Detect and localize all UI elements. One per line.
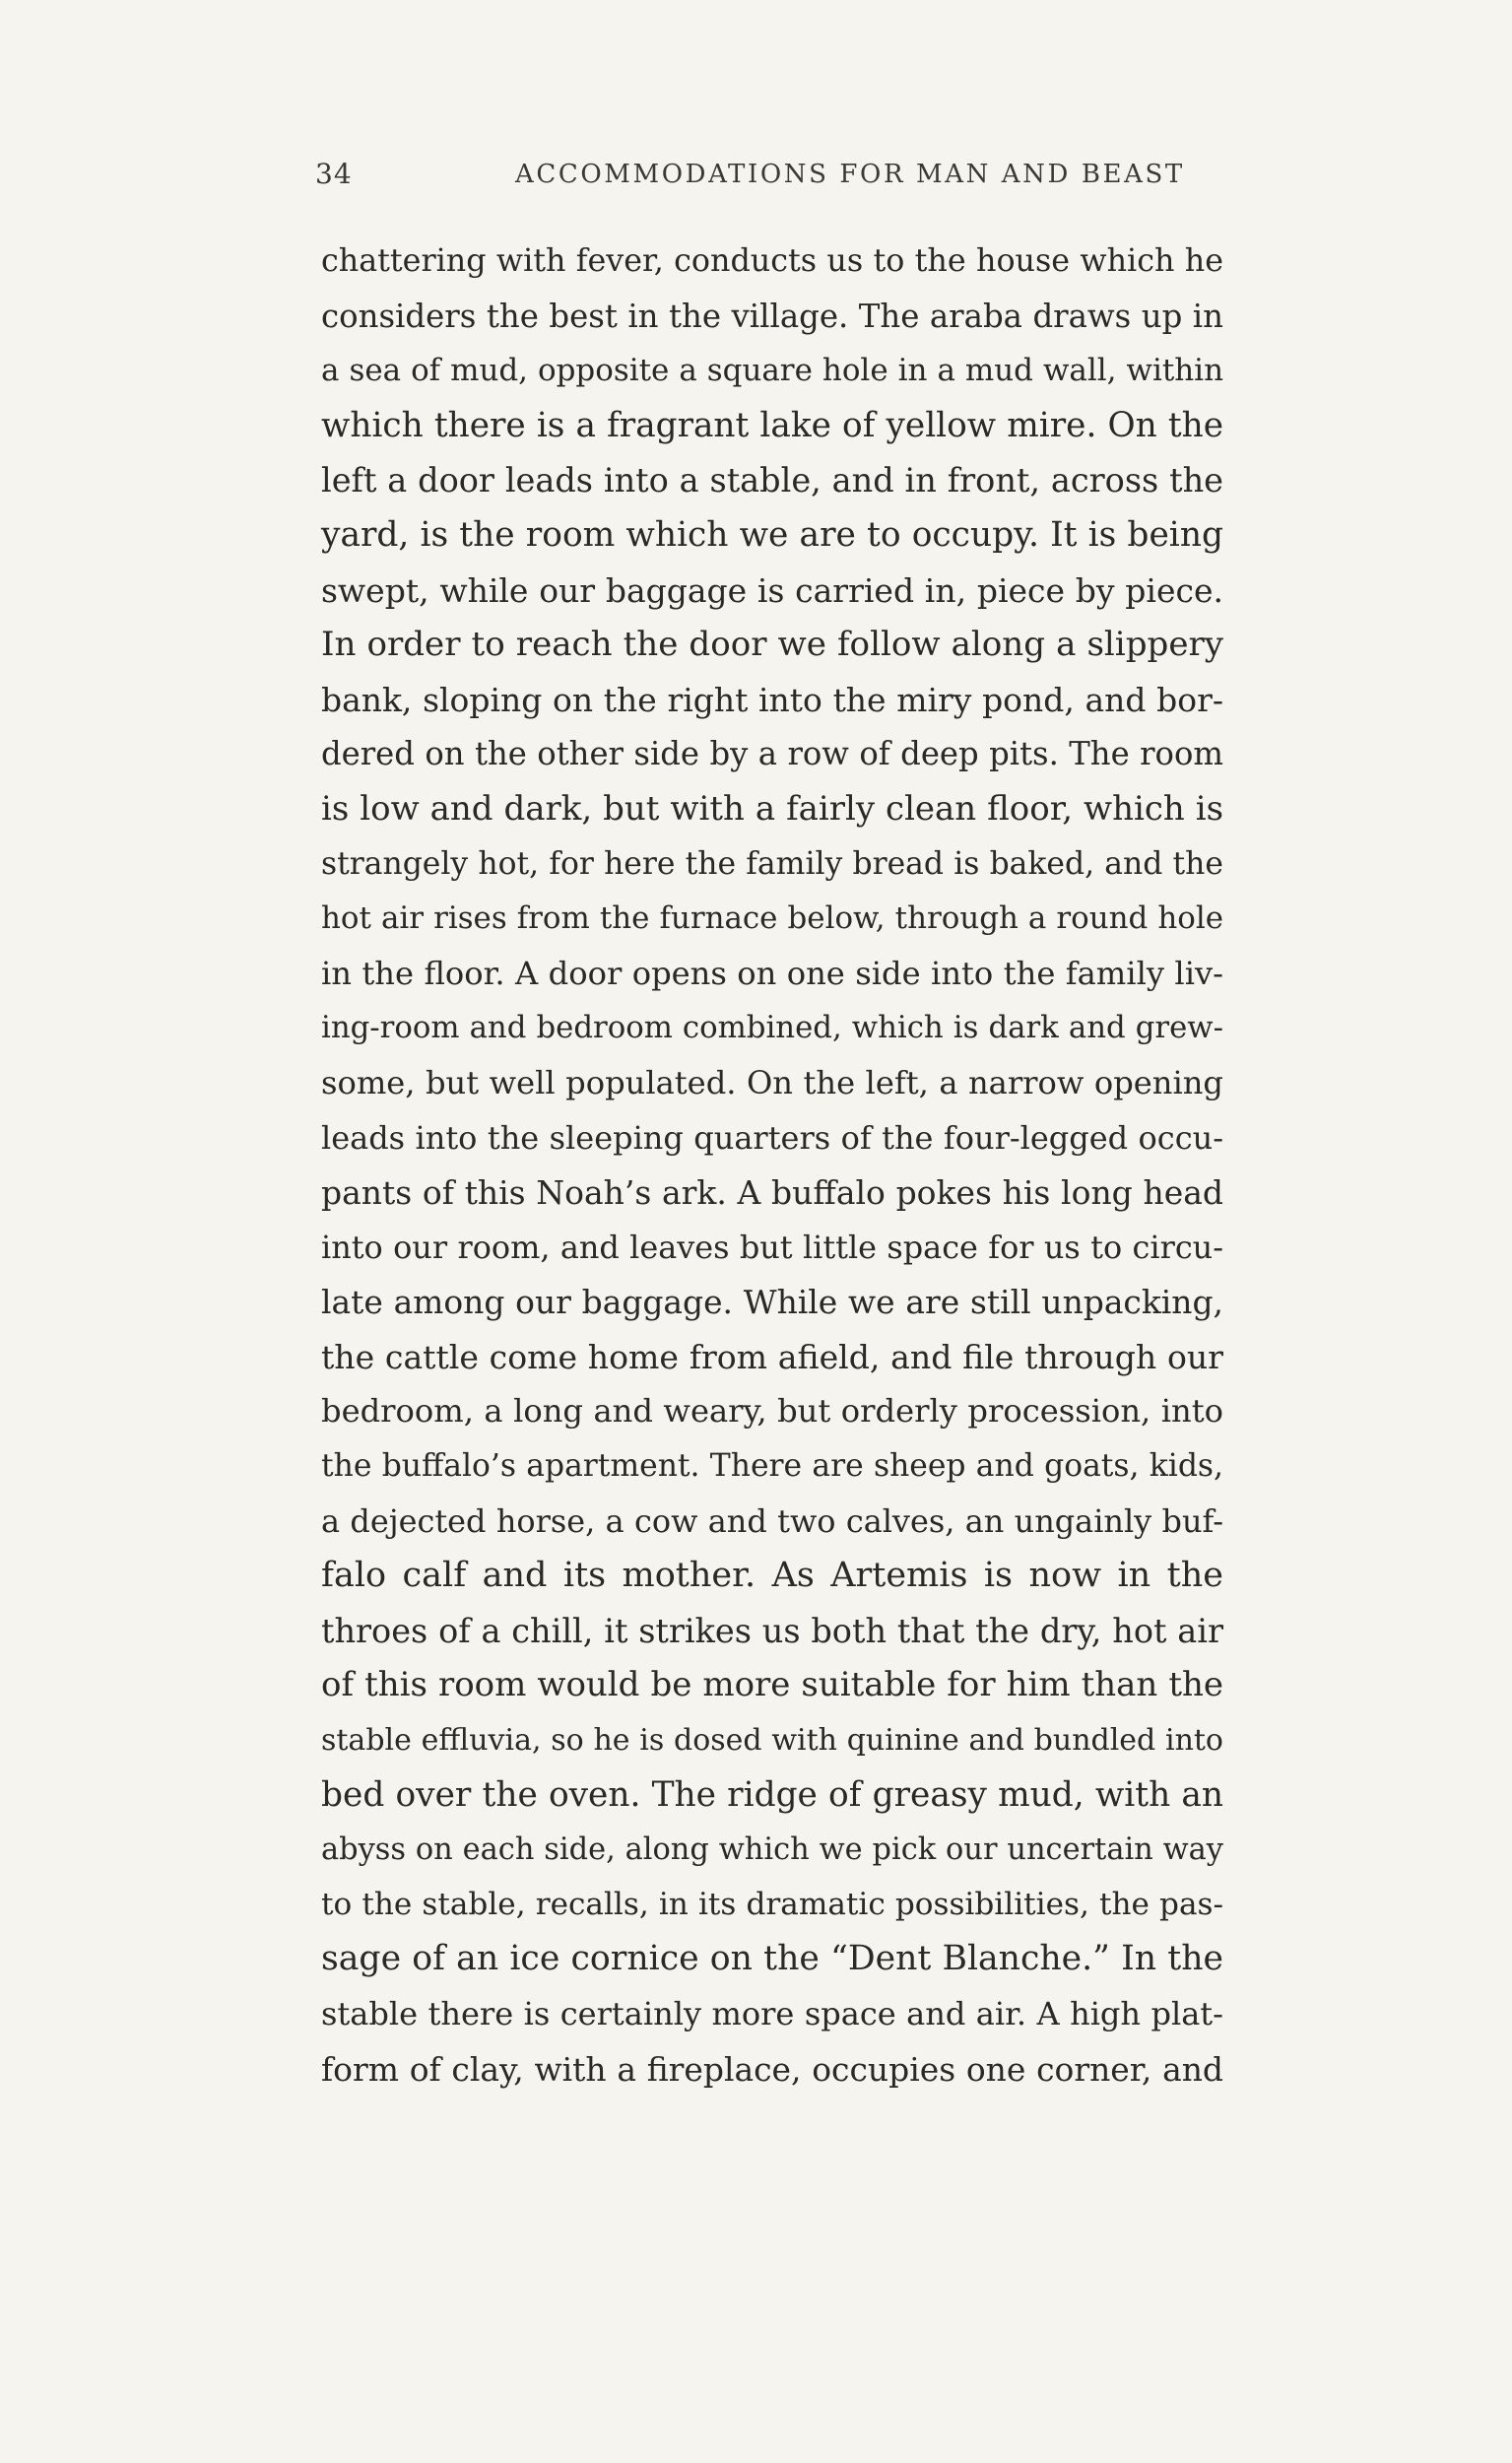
text-line: falo calf and its mother. As Artemis is now in the: [321, 1556, 1223, 1596]
text-line: abyss on each side, along which we pick our uncertain way: [321, 1832, 1223, 1868]
text-line: In order to reach the door we follow along a slippery: [321, 625, 1223, 665]
page-number: 34: [315, 158, 353, 190]
text-line: yard, is the room which we are to occupy. It is being: [321, 514, 1223, 555]
text-line: swept, while our baggage is carried in, piece by piece.: [321, 570, 1223, 610]
text-line: to the stable, recalls, in its dramatic possibilities, the pas-: [321, 1886, 1223, 1922]
running-head: ACCOMMODATIONS FOR MAN AND BEAST: [515, 160, 1185, 189]
text-line: hot air rises from the furnace below, through a round hole: [321, 900, 1223, 937]
text-line: strangely hot, for here the family bread is baked, and the: [321, 845, 1223, 882]
text-line: is low and dark, but with a fairly clean floor, which is: [321, 788, 1223, 829]
text-line: leads into the sleeping quarters of the four-legged occu-: [321, 1118, 1223, 1157]
text-line: in the floor. A door opens on one side into the family liv-: [321, 954, 1223, 992]
text-line: a dejected horse, a cow and two calves, an ungainly buf-: [321, 1501, 1223, 1540]
text-line: bed over the oven. The ridge of greasy mud, with an: [321, 1774, 1223, 1815]
text-line: the cattle come home from afield, and file through our: [321, 1337, 1223, 1376]
text-line: some, but well populated. On the left, a narrow opening: [321, 1063, 1223, 1101]
text-line: dered on the other side by a row of deep pits. The room: [321, 735, 1223, 773]
text-line: stable there is certainly more space and air. A high plat-: [321, 1995, 1223, 2032]
page-header: [313, 158, 1227, 197]
text-line: bank, sloping on the right into the miry pond, and bor-: [321, 680, 1223, 719]
text-line: late among our baggage. While we are still unpacking,: [321, 1283, 1223, 1322]
text-line: into our room, and leaves but little space for us to circu-: [321, 1228, 1223, 1266]
text-line: of this room would be more suitable for him than the: [321, 1665, 1223, 1705]
text-line: ing-room and bedroom combined, which is dark and grew-: [321, 1010, 1223, 1046]
text-line: left a door leads into a stable, and in front, across the: [321, 461, 1223, 500]
text-line: stable effluvia, so he is dosed with quinine and bundled into: [321, 1723, 1223, 1759]
text-line: the buffalo’s apartment. There are sheep and goats, kids,: [321, 1448, 1223, 1485]
body-text: [321, 234, 1223, 2097]
text-line: chattering with fever, conducts us to the house which he: [321, 243, 1223, 279]
text-line: which there is a fragrant lake of yellow mire. On the: [321, 405, 1223, 445]
text-line: a sea of mud, opposite a square hole in a mud wall, within: [321, 353, 1223, 389]
text-line: considers the best in the village. The araba draws up in: [321, 297, 1223, 335]
text-line: throes of a chill, it strikes us both that the dry, hot air: [321, 1611, 1223, 1650]
text-line: form of clay, with a fireplace, occupies one corner, and: [321, 2049, 1223, 2089]
text-line: pants of this Noah’s ark. A buffalo pokes his long head: [321, 1173, 1223, 1213]
text-line: sage of an ice cornice on the “Dent Blanche.” In the: [321, 1939, 1223, 1979]
text-line: bedroom, a long and weary, but orderly procession, into: [321, 1392, 1223, 1431]
